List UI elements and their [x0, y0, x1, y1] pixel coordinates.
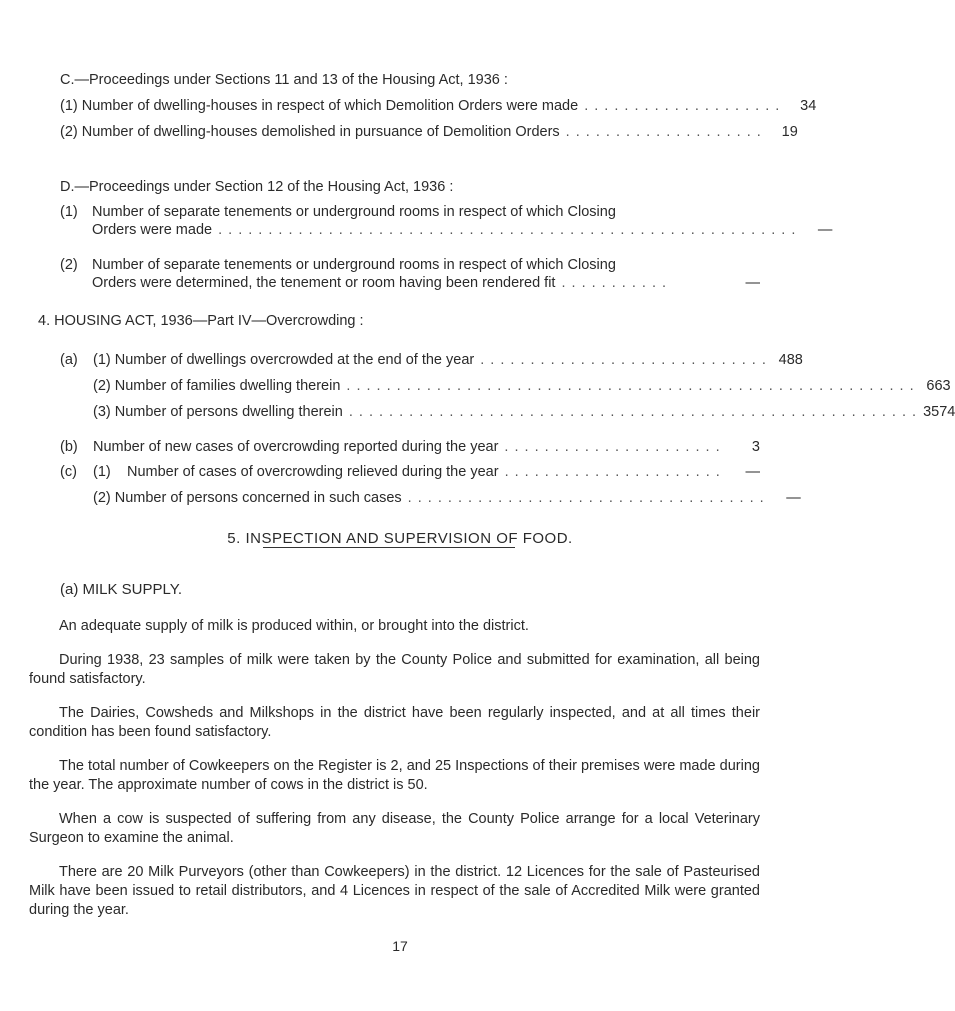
item-number: (3): [93, 404, 111, 420]
item-text: Number of dwelling-houses in respect of which Demolition Orders were made: [81, 98, 579, 114]
paragraph: An adequate supply of milk is produced within, or brought into the district.: [59, 618, 529, 634]
section-4a-item-3: [93, 403, 955, 421]
item-value: 34: [800, 98, 817, 114]
leader-dots: . . . . . . . . . . .: [561, 275, 668, 291]
paragraph: When a cow is suspected of suffering from any disease, the County Police arrange for a local Veterinary Surgeon to examine the animal.: [29, 811, 760, 846]
item-value: 3: [751, 439, 760, 455]
leader-dots: . . . . . . . . . . . . . . . . . . . . . . . . . . . . . . . . . . . . . . . . . . . . . . . . . . . . . . . . . .: [218, 222, 797, 238]
milk-supply-heading: (a) MILK SUPPLY.: [60, 581, 182, 598]
section-d-item-2: [92, 274, 760, 292]
item-text: Number of families dwelling therein: [114, 378, 341, 394]
paragraph: The total number of Cowkeepers on the Register is 2, and 25 Inspections of their premises were made during the year. The approximate number of cows in the district is 50.: [29, 758, 760, 793]
section-d-heading: D.—Proceedings under Section 12 of the Housing Act, 1936 :: [60, 179, 454, 195]
leader-dots: . . . . . . . . . . . . . . . . . . . . . .: [504, 464, 721, 480]
item-text-line1: Number of separate tenements or underground rooms in respect of which Closing: [92, 257, 616, 273]
item-text: Number of persons concerned in such cases: [114, 490, 402, 506]
subsection-label: (b): [60, 439, 78, 455]
item-value: —: [745, 464, 760, 480]
leader-dots: . . . . . . . . . . . . . . . . . . . .: [584, 98, 781, 114]
subsection-label: (c): [60, 464, 77, 480]
item-text-line2: Orders were made: [92, 222, 213, 238]
section-4c-item-2: [93, 489, 801, 507]
item-value: —: [786, 490, 801, 506]
item-number: (2): [93, 490, 111, 506]
item-number: (1): [60, 204, 78, 220]
paragraph: The Dairies, Cowsheds and Milkshops in the district have been regularly inspected, and at all times their condition has been found satisfactory.: [29, 705, 760, 740]
leader-dots: . . . . . . . . . . . . . . . . . . . . . . . . . . . . . . . . . . . . . . . . . . . . . . . . . . . . . . . . .: [348, 404, 918, 420]
item-text: Number of cases of overcrowding relieved during the year: [127, 464, 499, 480]
leader-dots: . . . . . . . . . . . . . . . . . . . .: [565, 124, 762, 140]
title-underline: [263, 547, 515, 548]
section-c-item-2: [60, 123, 798, 141]
leader-dots: . . . . . . . . . . . . . . . . . . . . . . . . . . . . .: [480, 352, 767, 368]
section-4-heading: 4. HOUSING ACT, 1936—Part IV—Overcrowding :: [38, 313, 364, 329]
section-5-title: 5. INSPECTION AND SUPERVISION OF FOOD.: [227, 530, 573, 547]
leader-dots: . . . . . . . . . . . . . . . . . . . . . . . . . . . . . . . . . . . .: [407, 490, 765, 506]
leader-dots: . . . . . . . . . . . . . . . . . . . . . . . . . . . . . . . . . . . . . . . . . . . . . . . . . . . . . . . . .: [346, 378, 915, 394]
item-number: (1): [60, 98, 78, 114]
section-4a-item-1: [93, 351, 803, 369]
section-c-heading: C.—Proceedings under Sections 11 and 13 of the Housing Act, 1936 :: [60, 72, 508, 88]
item-text: Number of new cases of overcrowding reported during the year: [93, 439, 499, 455]
section-c-item-1: [60, 97, 817, 115]
subsection-label: (a): [60, 352, 78, 368]
item-text-line1: Number of separate tenements or underground rooms in respect of which Closing: [92, 204, 616, 220]
item-number: (2): [60, 257, 78, 273]
section-4b-item: [93, 438, 760, 456]
item-text-line2: Orders were determined, the tenement or room having been rendered fit: [92, 275, 556, 291]
item-value: 19: [781, 124, 798, 140]
section-4c-item-1: [93, 463, 760, 481]
item-number: (1): [93, 464, 111, 480]
item-value: 488: [778, 352, 803, 368]
page-number: 17: [392, 938, 408, 954]
section-4a-item-2: [93, 377, 951, 395]
item-text: Number of dwellings overcrowded at the end of the year: [114, 352, 475, 368]
item-value: 3574: [923, 404, 955, 420]
item-text: Number of persons dwelling therein: [114, 404, 343, 420]
item-value: —: [745, 275, 760, 291]
item-text: Number of dwelling-houses demolished in pursuance of Demolition Orders: [81, 124, 560, 140]
item-number: (2): [93, 378, 111, 394]
item-value: 663: [926, 378, 951, 394]
paragraph: During 1938, 23 samples of milk were taken by the County Police and submitted for examination, all being found satisfactory.: [29, 652, 760, 687]
leader-dots: . . . . . . . . . . . . . . . . . . . . . .: [504, 439, 721, 455]
item-value: —: [817, 222, 833, 238]
item-number: (2): [60, 124, 78, 140]
item-number: (1): [93, 352, 111, 368]
paragraph: There are 20 Milk Purveyors (other than Cowkeepers) in the district. 12 Licences for the sale of Pasteurised Milk have been issued to retail distributors, and 4 Licences in respect of the sale of Accredited Milk were granted during the year.: [29, 864, 760, 918]
section-d-item-1: [92, 221, 833, 239]
